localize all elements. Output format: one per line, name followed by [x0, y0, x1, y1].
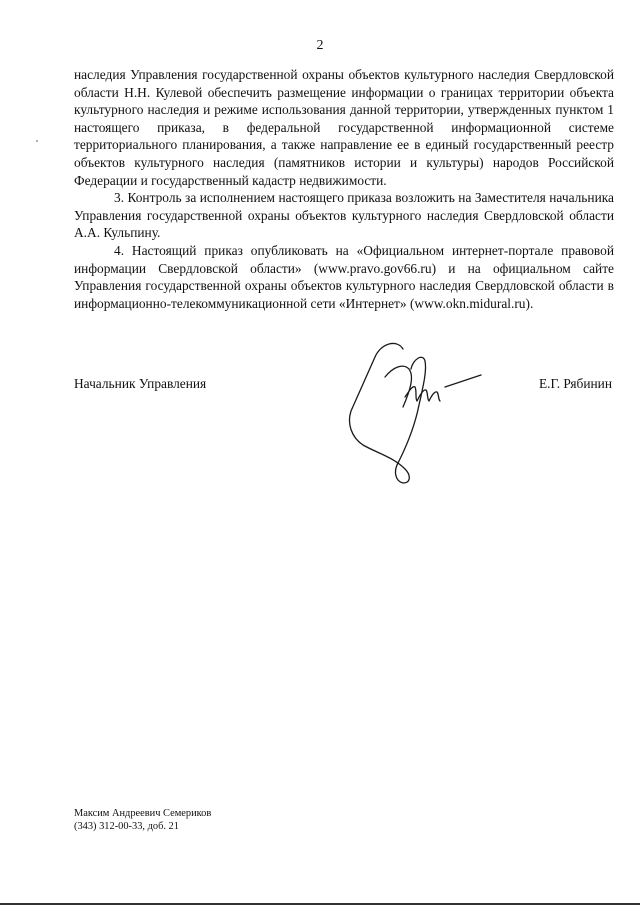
page-number: 2 [316, 38, 324, 53]
paragraph-continuation: наследия Управления государственной охраны объектов культурного наследия Свердловской области Н.Н. Кулевой обеспечить размещение информации о границах территории объекта культурного наследия и режиме использования данной территории, утвержденных пунктом 1 настоящего приказа, в федеральной государственной информационной системе территориального планирования, а также направление ее в единый государственный реестр объектов культурного наследия (памятников истории и культуры) народов Российской Федерации и государственный кадастр недвижимости. [74, 67, 614, 188]
footer-author: Максим Андреевич Семериков [74, 808, 212, 819]
paragraph-item-3: 3. Контроль за исполнением настоящего приказа возложить на Заместителя начальника Управления государственной охраны объектов культурного наследия Свердловской области А.А. Кульпину. [74, 190, 614, 241]
signatory-name: Е.Г. Рябинин [538, 376, 612, 391]
signature-row [74, 376, 614, 396]
footer-phone: (343) 312-00-33, доб. 21 [74, 821, 179, 832]
document-body [74, 66, 614, 312]
margin-mark [36, 140, 38, 142]
signatory-title: Начальник Управления [74, 376, 207, 391]
handwritten-signature [345, 335, 495, 485]
footer-contact [74, 807, 211, 833]
paragraph-item-4: 4. Настоящий приказ опубликовать на «Официальном интернет-портале правовой информации Свердловской области» (www.pravo.gov66.ru) и на официальном сайте Управления государственной охраны объектов культурного наследия Свердловской области в информационно-телекоммуникационной сети «Интернет» (www.okn.midural.ru). [74, 242, 614, 311]
